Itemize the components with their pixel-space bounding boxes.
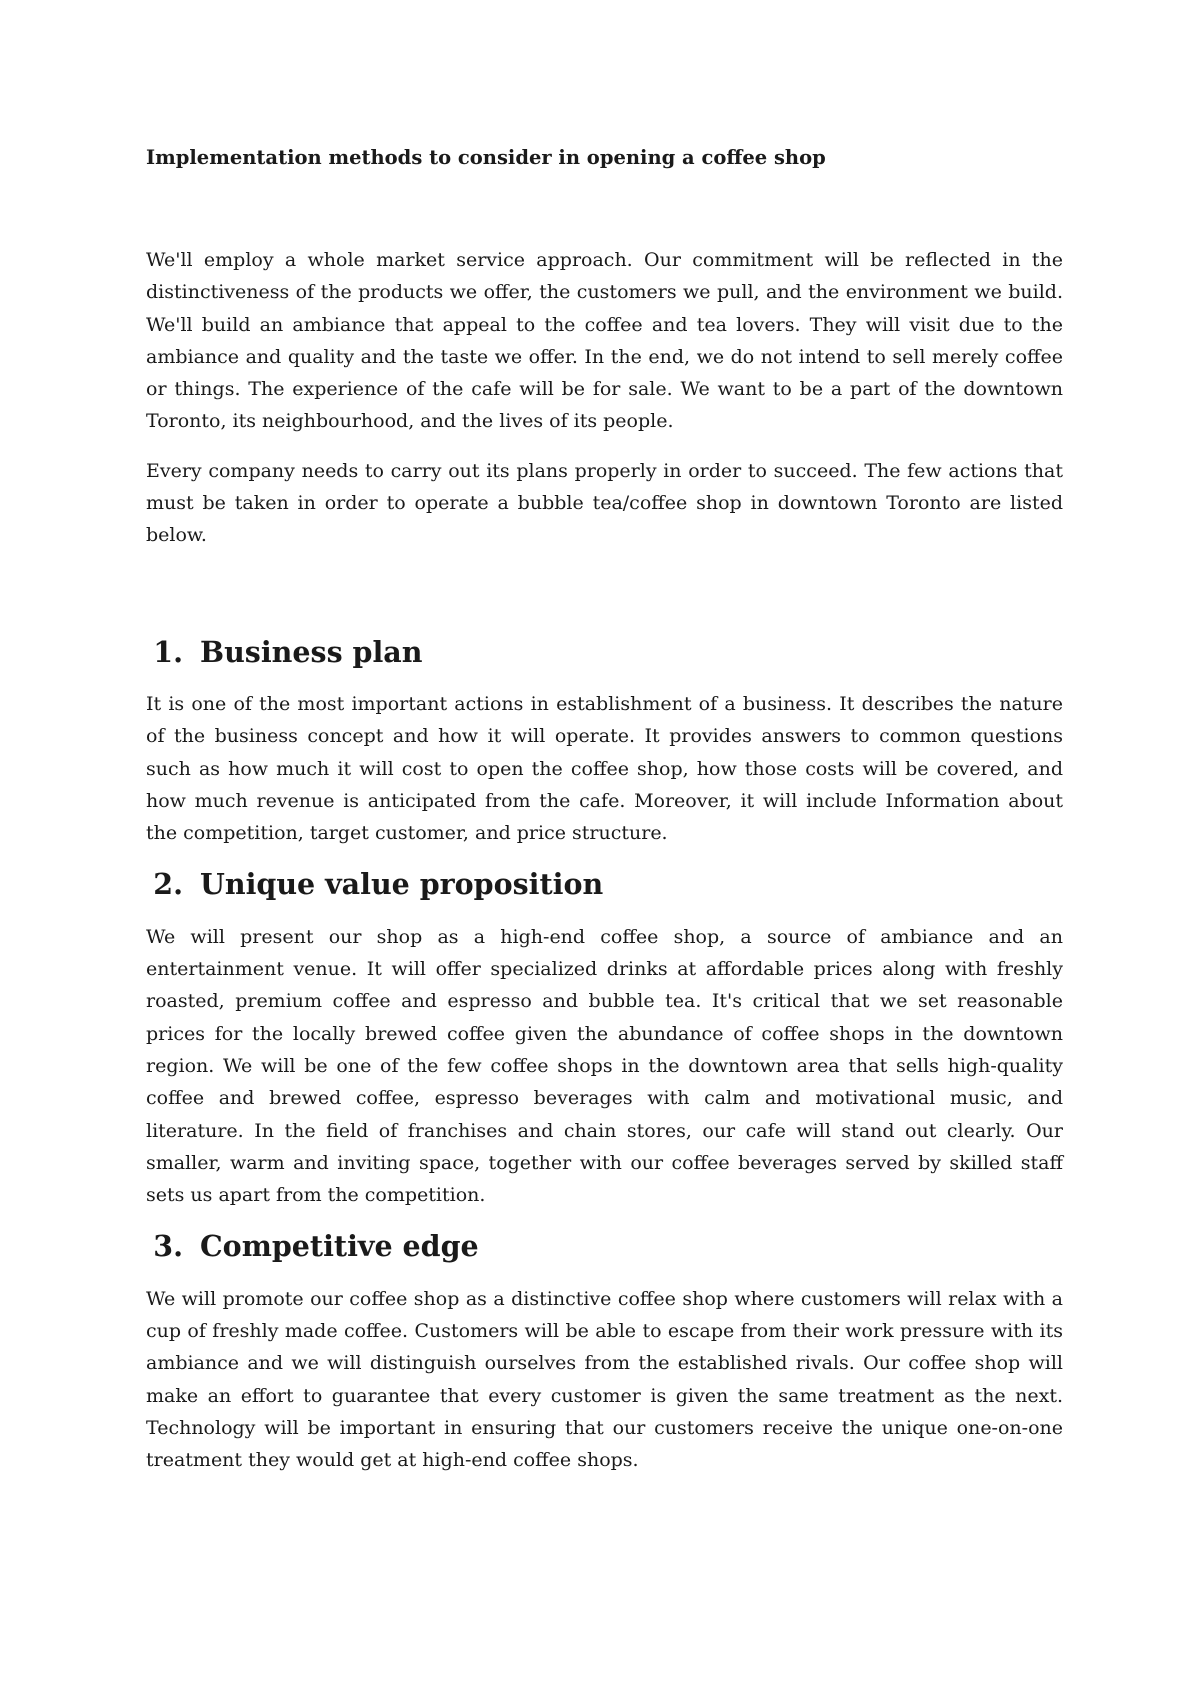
document-title: Implementation methods to consider in opening a coffee shop <box>146 146 826 169</box>
intro-paragraph-1: We'll employ a whole market service approach. Our commitment will be reflected in the distinctiveness of the products we offer, the customers we pull, and the environment we build. We'll build an ambiance that appeal to the coffee and tea lovers. They will visit due to the ambiance and quality and the taste we offer. In the end, we do not intend to sell merely coffee or things. The experience of the cafe will be for sale. We want to be a part of the downtown Toronto, its neighbourhood, and the lives of its people. <box>146 249 1063 433</box>
section-body: We will present our shop as a high-end coffee shop, a source of ambiance and an entertainment venue. It will offer specialized drinks at affordable prices along with freshly roasted, premium coffee and espresso and bubble tea. It's critical that we set reasonable prices for the locally brewed coffee given the abundance of coffee shops in the downtown region. We will be one of the few coffee shops in the downtown area that sells high-quality coffee and brewed coffee, espresso beverages with calm and motivational music, and literature. In the field of franchises and chain stores, our cafe will stand out clearly. Our smaller, warm and inviting space, together with our coffee beverages served by skilled staff sets us apart from the competition. <box>146 925 1063 1207</box>
section-unique-value-proposition <box>146 868 1063 1211</box>
section-competitive-edge <box>146 1230 1063 1476</box>
section-heading-text: Business plan <box>200 634 423 669</box>
section-number: 2. <box>153 867 183 902</box>
document-page <box>146 142 1063 1477</box>
section-number: 3. <box>153 1229 183 1264</box>
section-business-plan <box>146 636 1063 850</box>
section-heading-text: Competitive edge <box>200 1229 479 1264</box>
section-heading <box>146 636 1063 668</box>
section-heading-text: Unique value proposition <box>200 867 604 902</box>
section-body: It is one of the most important actions in establishment of a business. It describes the nature of the business concept and how it will operate. It provides answers to common questions such as how much it will cost to open the coffee shop, how those costs will be covered, and how much revenue is anticipated from the cafe. Moreover, it will include Information about the competition, target customer, and price structure. <box>146 692 1063 845</box>
section-heading <box>146 1230 1063 1262</box>
section-body: We will promote our coffee shop as a distinctive coffee shop where customers will relax with a cup of freshly made coffee. Customers will be able to escape from their work pressure with its ambiance and we will distinguish ourselves from the established rivals. Our coffee shop will make an effort to guarantee that every customer is given the same treatment as the next. Technology will be important in ensuring that our customers receive the unique one-on-one treatment they would get at high-end coffee shops. <box>146 1287 1063 1472</box>
section-heading <box>146 868 1063 900</box>
intro-paragraph-2: Every company needs to carry out its plans properly in order to succeed. The few actions that must be taken in order to operate a bubble tea/coffee shop in downtown Toronto are listed below. <box>146 459 1063 547</box>
section-number: 1. <box>153 634 183 669</box>
